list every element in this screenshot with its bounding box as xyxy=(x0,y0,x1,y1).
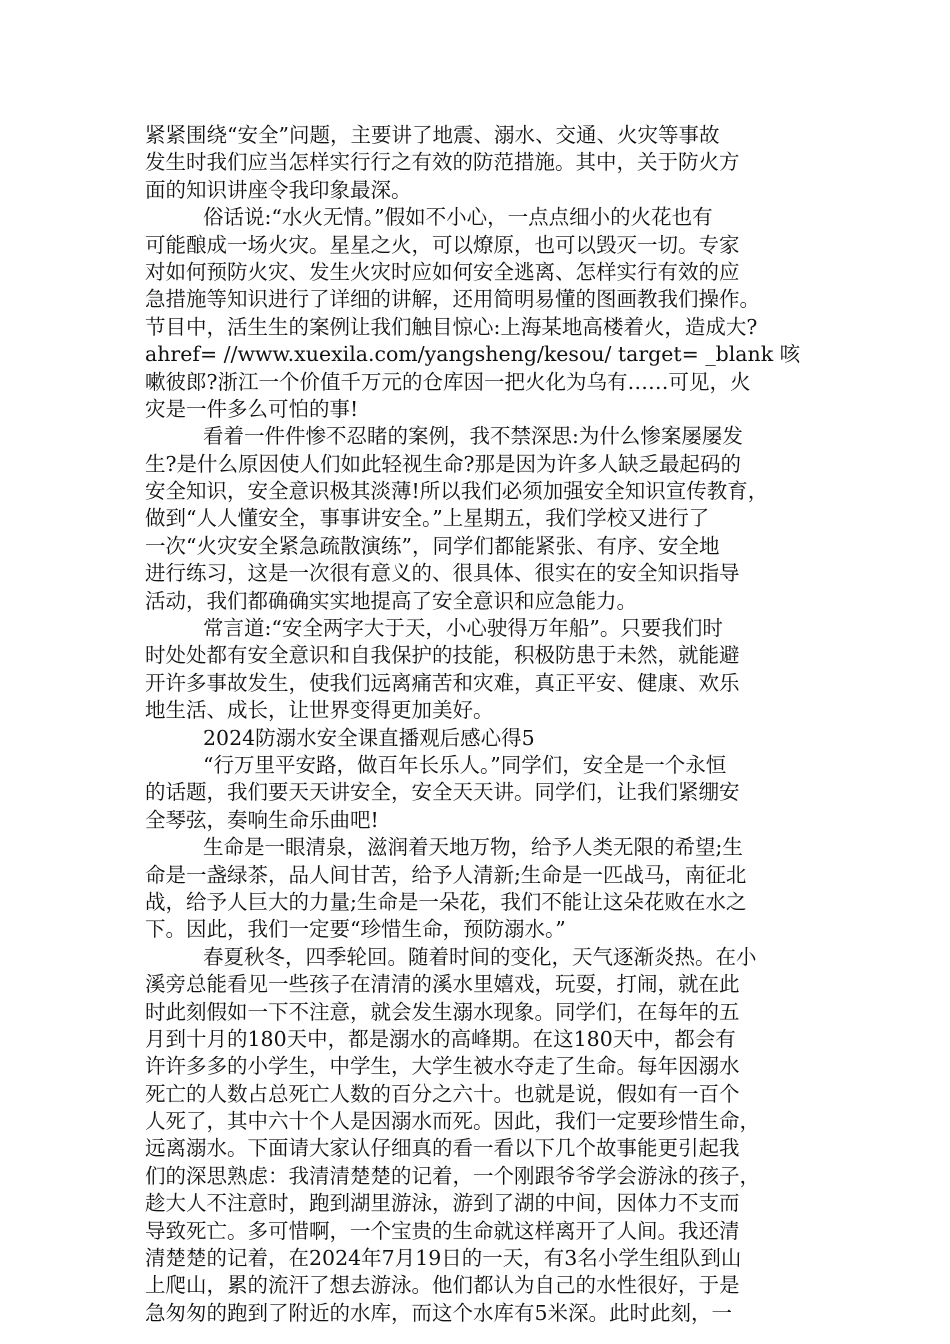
paragraph xyxy=(145,122,810,204)
text-line: 常言道:“安全两字大于天，小心驶得万年船”。只要我们时 xyxy=(203,616,723,641)
paragraph xyxy=(145,834,810,944)
text-line: 月到十月的180天中，都是溺水的高峰期。在这180天中，都会有 xyxy=(145,1026,736,1051)
text-line: 进行练习，这是一次很有意义的、很具体、很实在的安全知识指导 xyxy=(145,561,740,586)
text-line: 做到“人人懂安全，事事讲安全。”上星期五，我们学校又进行了 xyxy=(145,506,710,531)
paragraph xyxy=(145,752,810,834)
text-line: 发生时我们应当怎样实行行之有效的防范措施。其中，关于防火方 xyxy=(145,150,740,175)
text-line: 的话题，我们要天天讲安全，安全天天讲。同学们，让我们紧绷安 xyxy=(145,780,740,805)
text-line: 急措施等知识进行了详细的讲解，还用简明易懂的图画教我们操作。 xyxy=(145,287,760,312)
text-line: 趁大人不注意时，跑到湖里游泳，游到了湖的中间，因体力不支而 xyxy=(145,1191,740,1216)
text-line: 对如何预防火灾、发生火灾时应如何安全逃离、怎样实行有效的应 xyxy=(145,259,740,284)
text-line: 生命是一眼清泉，滋润着天地万物，给予人类无限的希望;生 xyxy=(203,835,743,860)
document-page xyxy=(145,122,810,1327)
text-line: 地生活、成长，让世界变得更加美好。 xyxy=(145,698,494,723)
text-line: 面的知识讲座令我印象最深。 xyxy=(145,177,412,202)
text-line: 看着一件件惨不忍睹的案例，我不禁深思:为什么惨案屡屡发 xyxy=(203,424,743,449)
text-line: 远离溺水。下面请大家认仔细真的看一看以下几个故事能更引起我 xyxy=(145,1136,740,1161)
text-line: 节目中，活生生的案例让我们触目惊心:上海某地高楼着火，造成大? xyxy=(145,314,758,339)
text-line: 2024防溺水安全课直播观后感心得5 xyxy=(203,725,535,750)
text-line: 俗话说:“水火无情。”假如不小心，一点点细小的火花也有 xyxy=(203,205,713,230)
text-line: 急匆匆的跑到了附近的水库，而这个水库有5米深。此时此刻，一 xyxy=(145,1300,733,1325)
text-line: 灾是一件多么可怕的事! xyxy=(145,396,359,421)
text-line: 开许多事故发生，使我们远离痛苦和灾难，真正平安、健康、欢乐 xyxy=(145,670,740,695)
text-line: 可能酿成一场火灾。星星之火，可以燎原，也可以毁灭一切。专家 xyxy=(145,232,740,257)
paragraph xyxy=(145,944,810,1327)
text-line: 许许多多的小学生，中学生，大学生被水夺走了生命。每年因溺水 xyxy=(145,1054,740,1079)
text-line: 时处处都有安全意识和自我保护的技能，积极防患于未然，就能避 xyxy=(145,643,740,668)
text-line: 生?是什么原因使人们如此轻视生命?那是因为许多人缺乏最起码的 xyxy=(145,451,741,476)
paragraph xyxy=(145,725,810,752)
text-line: 春夏秋冬，四季轮回。随着时间的变化，天气逐渐炎热。在小 xyxy=(203,944,757,969)
text-line: 命是一盏绿茶，品人间甘苦，给予人清新;生命是一匹战马，南征北 xyxy=(145,862,747,887)
text-line: 安全知识，安全意识极其淡薄!所以我们必须加强安全知识宣传教育， xyxy=(145,479,769,504)
text-line: 导致死亡。多可惜啊，一个宝贵的生命就这样离开了人间。我还清 xyxy=(145,1218,740,1243)
paragraph xyxy=(145,204,810,423)
text-line: 人死了，其中六十个人是因溺水而死。因此，我们一定要珍惜生命， xyxy=(145,1109,760,1134)
text-line: 下。因此，我们一定要“珍惜生命，预防溺水。” xyxy=(145,917,566,942)
text-line: 战，给予人巨大的力量;生命是一朵花，我们不能让这朵花败在水之 xyxy=(145,889,747,914)
paragraph xyxy=(145,615,810,725)
text-line: “行万里平安路，做百年长乐人。”同学们，安全是一个永恒 xyxy=(203,752,727,777)
text-line: ahref= //www.xuexila.com/yangsheng/kesou/ target= _blank 咳 xyxy=(145,342,801,367)
text-line: 紧紧围绕“安全”问题，主要讲了地震、溺水、交通、火灾等事故 xyxy=(145,123,720,147)
text-line: 死亡的人数占总死亡人数的百分之六十。也就是说，假如有一百个 xyxy=(145,1081,740,1106)
text-line: 溪旁总能看见一些孩子在清清的溪水里嬉戏，玩耍，打闹，就在此 xyxy=(145,972,740,997)
text-line: 上爬山，累的流汗了想去游泳。他们都认为自己的水性很好，于是 xyxy=(145,1273,740,1298)
text-line: 一次“火灾安全紧急疏散演练”，同学们都能紧张、有序、安全地 xyxy=(145,533,720,558)
text-line: 们的深思熟虑：我清清楚楚的记着，一个刚跟爷爷学会游泳的孩子， xyxy=(145,1163,760,1188)
text-line: 全琴弦，奏响生命乐曲吧! xyxy=(145,807,379,832)
text-line: 活动，我们都确确实实地提高了安全意识和应急能力。 xyxy=(145,588,637,613)
text-line: 时此刻假如一下不注意，就会发生溺水现象。同学们，在每年的五 xyxy=(145,999,740,1024)
text-line: 清楚楚的记着，在2024年7月19日的一天，有3名小学生组队到山 xyxy=(145,1246,742,1271)
paragraph xyxy=(145,423,810,615)
text-line: 嗽彼郎?浙江一个价值千万元的仓库因一把火化为乌有……可见，火 xyxy=(145,369,751,394)
